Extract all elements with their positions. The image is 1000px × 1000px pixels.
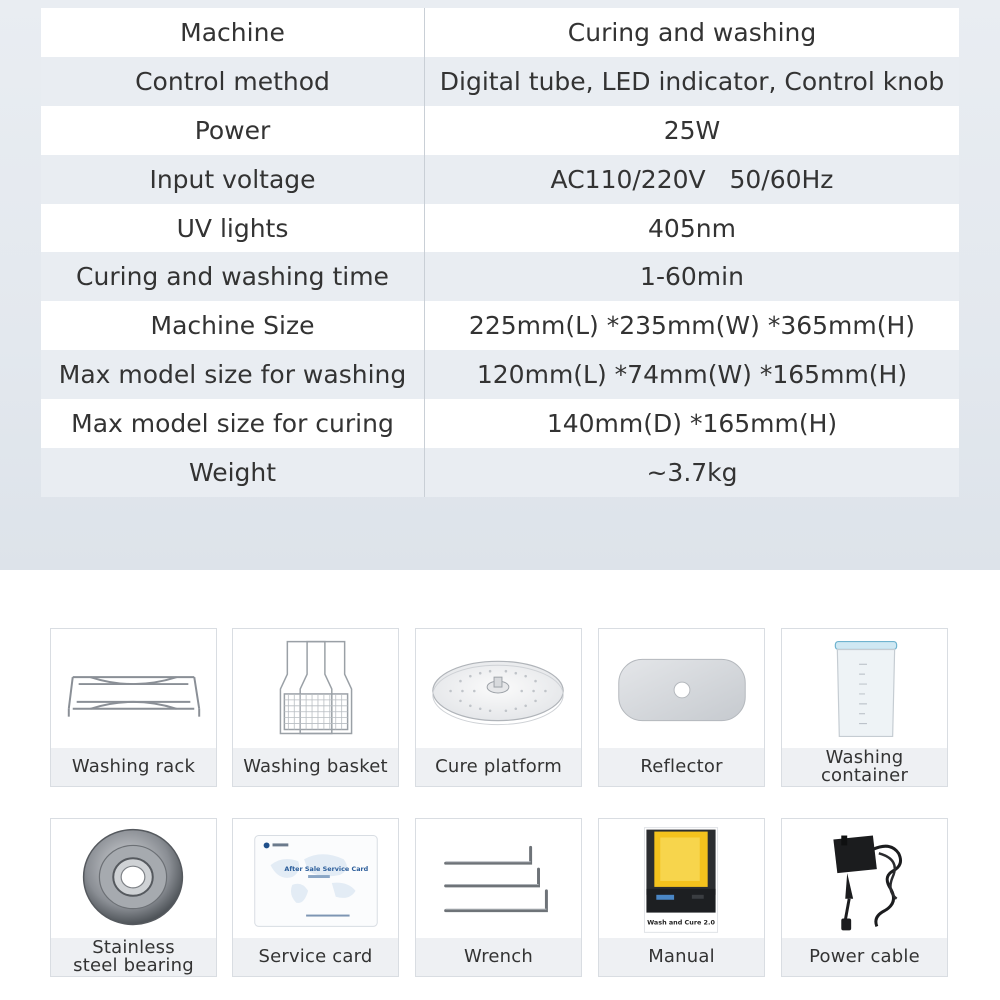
- table-row: [41, 350, 959, 399]
- accessory-label: [782, 748, 947, 786]
- spec-value: Digital tube, LED indicator, Control knob: [425, 57, 960, 106]
- washing-rack-image: [51, 629, 216, 749]
- spec-label: Power: [41, 106, 425, 155]
- spec-label: Max model size for washing: [41, 350, 425, 399]
- table-row: [41, 204, 959, 253]
- manual-image: [599, 819, 764, 939]
- spec-label: Curing and washing time: [41, 252, 425, 301]
- spec-label: Machine Size: [41, 301, 425, 350]
- accessory-label: Reflector: [599, 748, 764, 786]
- table-row: [41, 8, 959, 57]
- table-row: [41, 399, 959, 448]
- washing-container-image: [782, 629, 947, 749]
- spec-label: Weight: [41, 448, 425, 497]
- accessory-tile-reflector: [598, 628, 765, 787]
- table-row: [41, 448, 959, 497]
- accessory-tile-washing-basket: [232, 628, 399, 787]
- service-card-image: [233, 819, 398, 939]
- accessory-tile-power-cable: [781, 818, 948, 977]
- spec-value: AC110/220V 50/60Hz: [425, 155, 960, 204]
- table-row: [41, 252, 959, 301]
- accessory-label: Cure platform: [416, 748, 581, 786]
- accessory-label-line2: container: [820, 765, 909, 786]
- accessory-label-line1: Washing: [825, 747, 904, 768]
- table-row: [41, 57, 959, 106]
- accessory-tile-bearing: [50, 818, 217, 977]
- accessory-label-line1: Stainless: [92, 937, 175, 958]
- spec-value: Curing and washing: [425, 8, 960, 57]
- accessory-label: Wrench: [416, 938, 581, 976]
- accessory-label: Service card: [233, 938, 398, 976]
- washing-basket-image: [233, 629, 398, 749]
- table-row: [41, 155, 959, 204]
- spec-value: 140mm(D) *165mm(H): [425, 399, 960, 448]
- wrench-image: [416, 819, 581, 939]
- spec-value: ~3.7kg: [425, 448, 960, 497]
- accessory-tile-wrench: [415, 818, 582, 977]
- spec-label: Control method: [41, 57, 425, 106]
- spec-label: Input voltage: [41, 155, 425, 204]
- spec-value: 225mm(L) *235mm(W) *365mm(H): [425, 301, 960, 350]
- power-adapter-image: [782, 819, 947, 939]
- cure-platform-image: [416, 629, 581, 749]
- accessory-tile-cure-platform: [415, 628, 582, 787]
- accessory-tile-service-card: [232, 818, 399, 977]
- manual-title: Wash and Cure 2.0: [647, 918, 715, 927]
- accessory-tile-washing-rack: [50, 628, 217, 787]
- spec-value: 405nm: [425, 204, 960, 253]
- spec-value: 25W: [425, 106, 960, 155]
- spec-table: [41, 8, 959, 497]
- spec-label: Max model size for curing: [41, 399, 425, 448]
- accessory-tile-manual: [598, 818, 765, 977]
- accessory-label: Manual: [599, 938, 764, 976]
- accessory-label: Power cable: [782, 938, 947, 976]
- bearing-image: [51, 819, 216, 939]
- accessory-label-line2: steel bearing: [73, 955, 194, 976]
- table-row: [41, 301, 959, 350]
- reflector-image: [599, 629, 764, 749]
- spec-label: Machine: [41, 8, 425, 57]
- spec-label: UV lights: [41, 204, 425, 253]
- accessory-label: [51, 938, 216, 976]
- accessory-label: Washing rack: [51, 748, 216, 786]
- accessory-tile-washing-container: [781, 628, 948, 787]
- spec-value: 120mm(L) *74mm(W) *165mm(H): [425, 350, 960, 399]
- table-row: [41, 106, 959, 155]
- service-card-title: After Sale Service Card: [284, 865, 369, 874]
- accessory-label: Washing basket: [233, 748, 398, 786]
- spec-value: 1-60min: [425, 252, 960, 301]
